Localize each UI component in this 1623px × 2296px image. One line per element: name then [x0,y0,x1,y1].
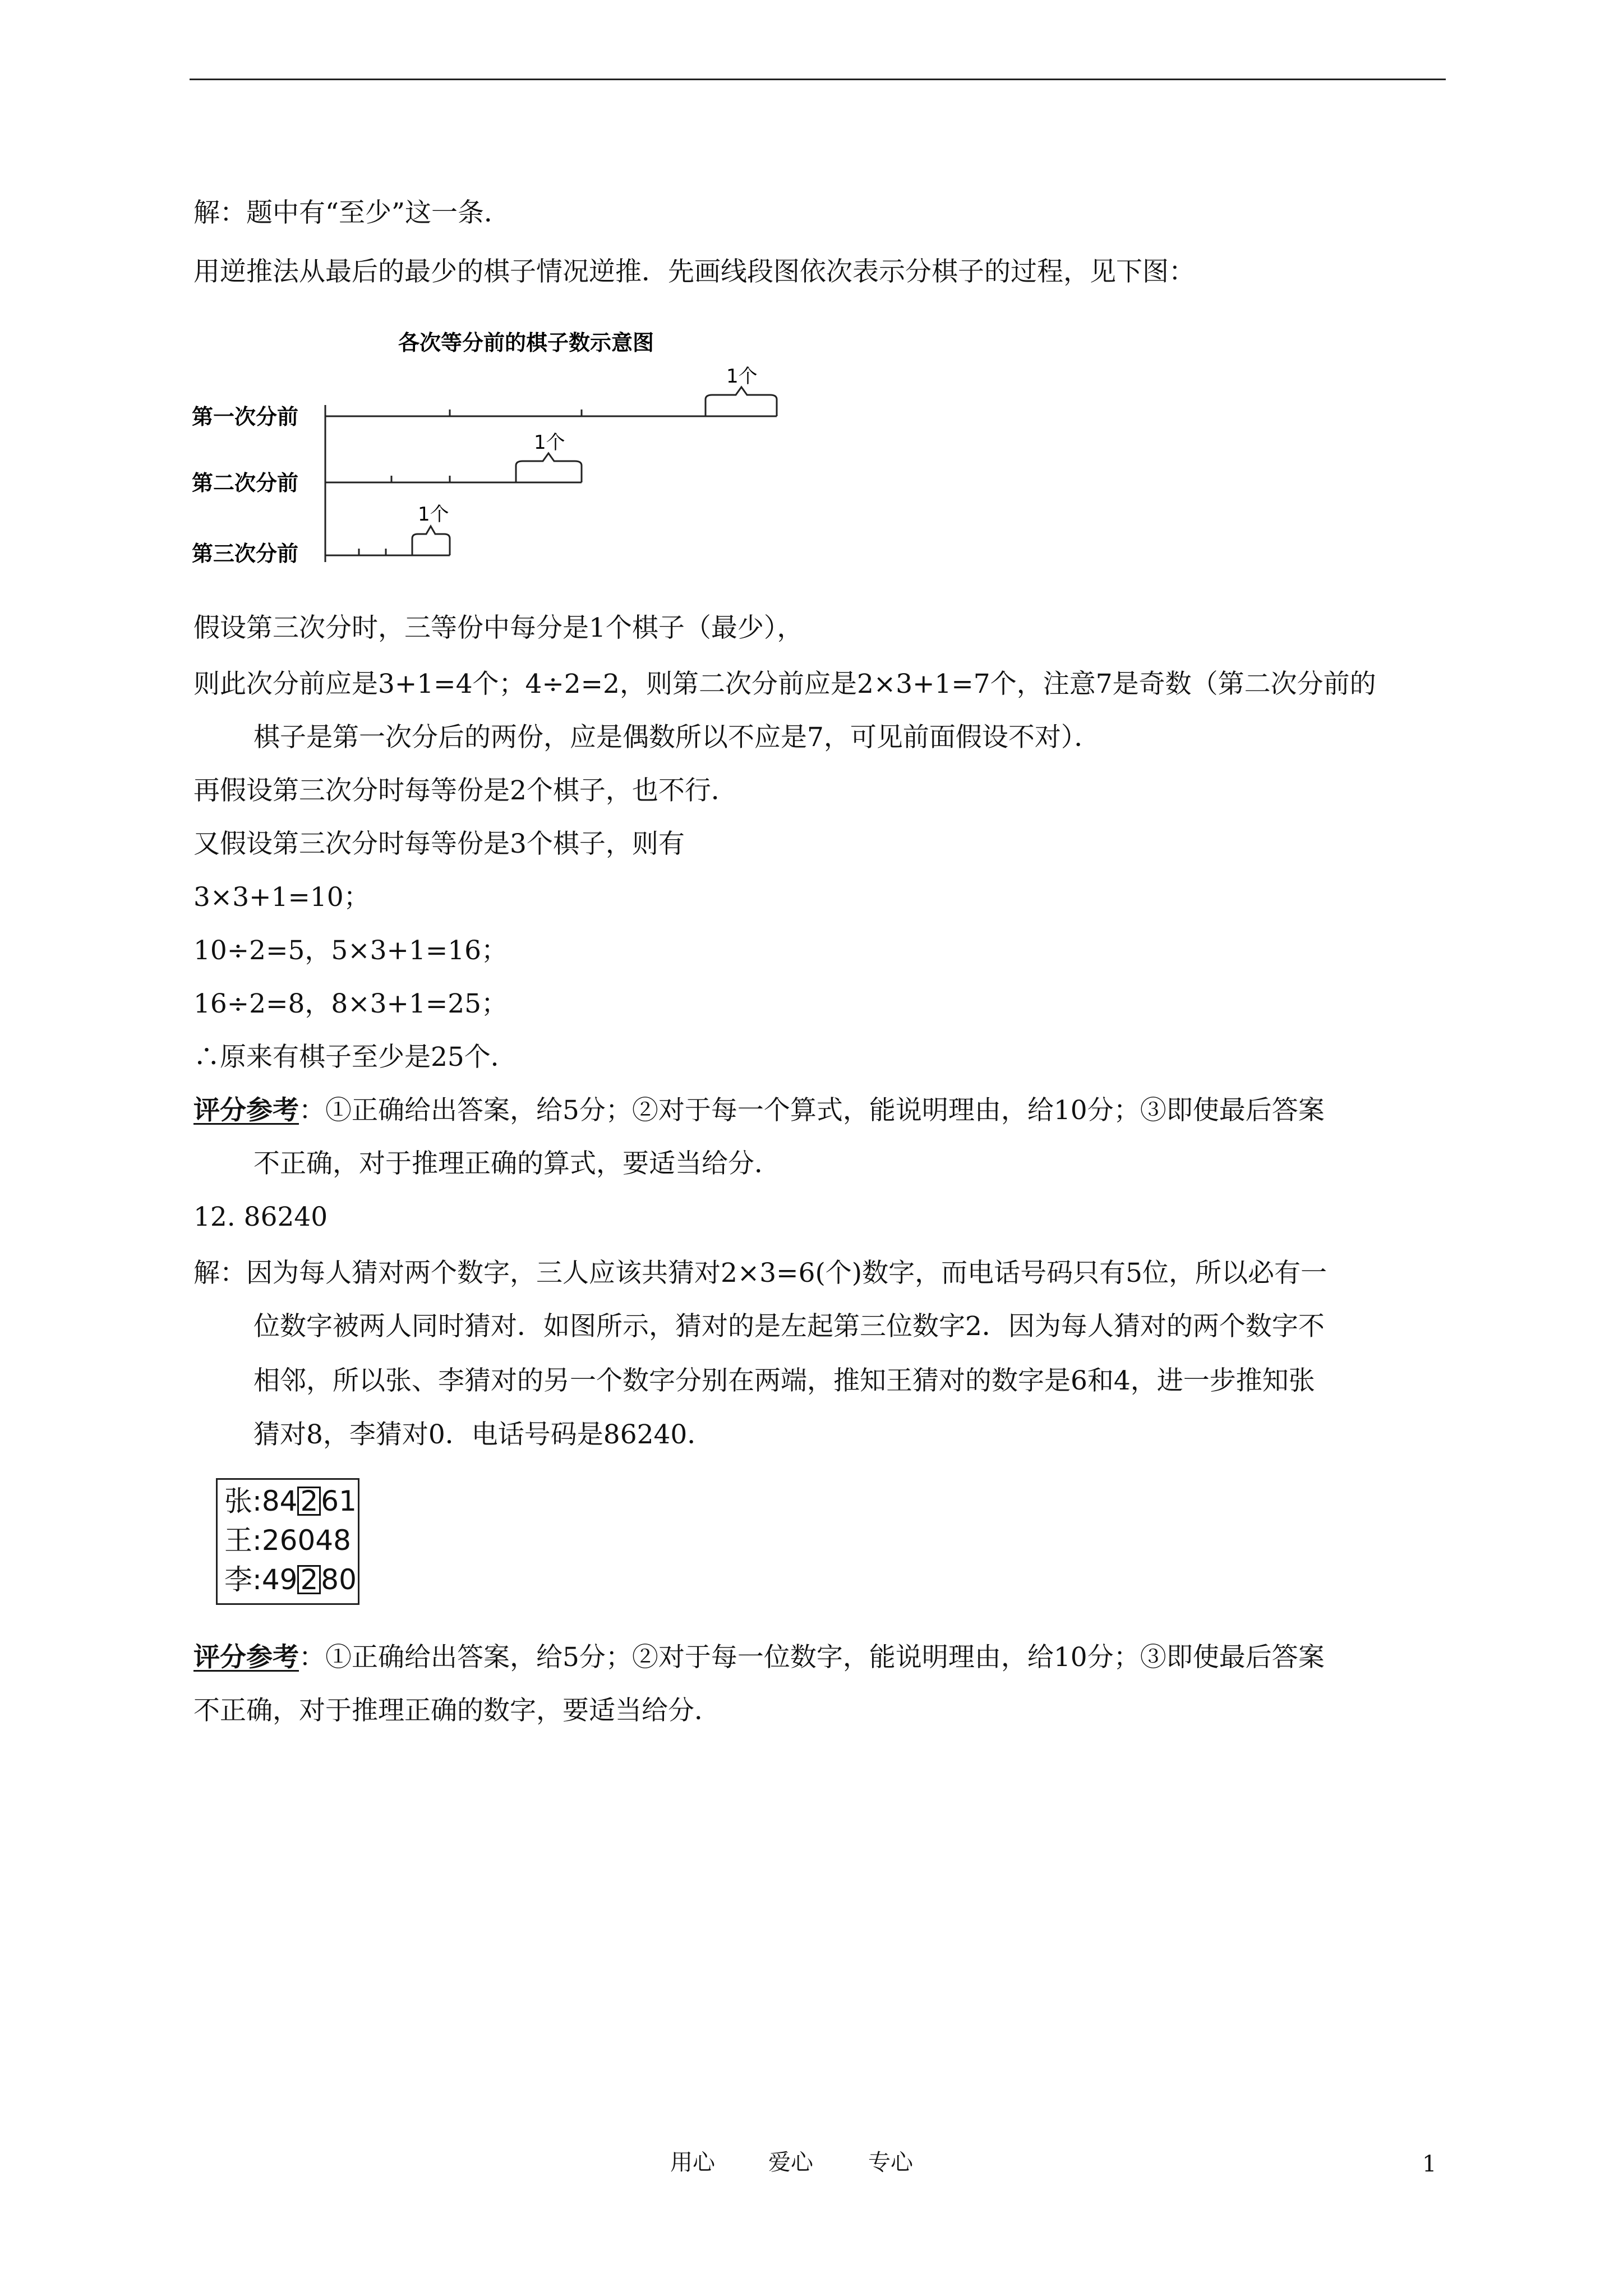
guess-box [216,1478,359,1605]
brace-row-2 [516,453,582,476]
ticks-row-3 [359,549,450,555]
grading-cont-2: 不正确，对于推理正确的数字，要适当给分． [193,1695,721,1726]
guess-name-li: 李: [224,1563,262,1596]
equation-2: 10÷2=5，5×3+1=16； [193,935,508,966]
guess-row-li [224,1563,357,1596]
diagram-title: 各次等分前的棋子数示意图 [398,330,654,355]
guess-post-li: 80 [321,1563,357,1596]
row-label-2: 第二次分前 [192,471,299,495]
equation-1: 3×3+1=10； [193,882,370,913]
footer-word-3: 专心 [868,2150,913,2175]
brace-label-2: 1个 [534,431,565,454]
grading-cont-1: 不正确，对于推理正确的算式，要适当给分． [253,1148,781,1179]
ticks-row-2 [391,476,582,482]
footer-word-2: 爱心 [768,2150,813,2175]
grading-text-2: ：①正确给出答案，给5分；②对于每一位数字，能说明理由，给10分；③即使最后答案 [299,1642,1325,1673]
ticks-row-1 [450,409,777,416]
page-number: 1 [1422,2151,1437,2177]
p12-solution-line-1: 解：因为每人猜对两个数字，三人应该共猜对2×3=6(个)数字，而电话号码只有5位，所以必有一 [193,1258,1327,1289]
solution-line-5: 棋子是第一次分后的两份，应是偶数所以不应是7，可见前面假设不对）． [253,722,1101,753]
guess-row-wang [224,1524,351,1557]
equation-3: 16÷2=8，8×3+1=25； [193,988,508,1019]
guess-pre-zhang: 84 [261,1485,298,1517]
grading-note-2 [193,1641,1325,1674]
guess-boxed-zhang: 2 [297,1487,321,1516]
problem-12-answer: 12. 86240 [193,1202,328,1232]
conclusion: ∴原来有棋子至少是25个． [193,1042,517,1073]
header-rule [190,79,1446,80]
solution-line-1: 解：题中有“至少”这一条． [193,197,511,228]
guess-row-zhang [224,1484,357,1518]
guess-name-zhang: 张: [224,1485,262,1517]
p12-solution-line-2: 位数字被两人同时猜对．如图所示，猜对的是左起第三位数字2．因为每人猜对的两个数字不 [253,1311,1325,1342]
p12-solution-line-4: 猜对8，李猜对0．电话号码是86240． [253,1419,714,1450]
guess-pre-li: 49 [261,1563,298,1596]
brace-label-3: 1个 [418,503,449,526]
solution-line-4: 则此次分前应是3+1=4个；4÷2=2，则第二次分前应是2×3+1=7个，注意7是奇数（第二次分前的 [193,669,1376,700]
solution-line-7: 又假设第三次分时每等份是3个棋子，则有 [193,829,685,859]
guess-boxed-li: 2 [297,1565,321,1594]
solution-line-3: 假设第三次分时，三等份中每分是1个棋子（最少）， [193,613,804,643]
guess-digits-wang: 26048 [261,1524,351,1557]
grading-text-1: ：①正确给出答案，给5分；②对于每一个算式，能说明理由，给10分；③即使最后答案 [299,1095,1325,1126]
brace-label-1: 1个 [726,365,758,388]
brace-row-3 [412,526,450,549]
solution-line-2: 用逆推法从最后的最少的棋子情况逆推．先画线段图依次表示分棋子的过程，见下图： [193,256,1195,287]
p12-solution-line-3: 相邻，所以张、李猜对的另一个数字分别在两端，推知王猜对的数字是6和4，进一步推知张 [253,1365,1315,1396]
grading-label-2: 评分参考 [193,1642,299,1673]
chess-pieces-diagram [191,321,796,579]
grading-label-1: 评分参考 [193,1095,299,1126]
brace-row-1 [706,387,777,409]
guess-name-wang: 王: [224,1524,262,1557]
row-label-3: 第三次分前 [192,541,299,566]
guess-post-zhang: 61 [321,1485,357,1517]
row-label-1: 第一次分前 [192,404,299,429]
footer-word-1: 用心 [670,2150,715,2175]
solution-line-6: 再假设第三次分时每等份是2个棋子，也不行． [193,775,737,806]
grading-note-1 [193,1094,1325,1128]
